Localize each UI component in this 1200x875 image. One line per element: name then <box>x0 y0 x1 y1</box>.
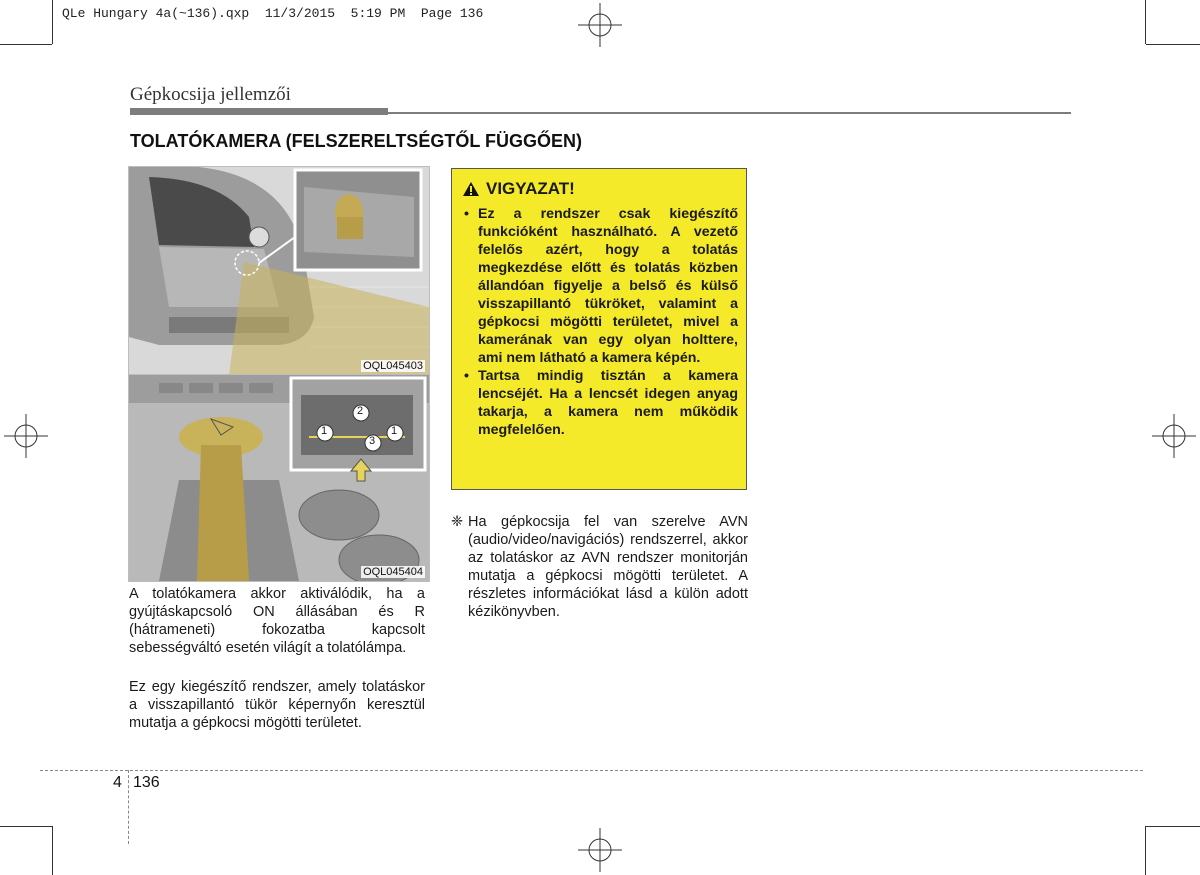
warning-triangle-icon <box>462 181 480 197</box>
warning-box <box>451 168 747 490</box>
warning-item: • Ez a rendszer csak kiegészítő funkcióként használható. A vezető felelős azért, hogy a tolatás megkezdése előtt és tolatás közben állandóan figyelje a belső és külső visszapillantó tükröket, valamint a gépkocsi mögötti területet, mivel a kamerának van egy olyan holttere, ami nem látható a kamera képén. <box>462 205 738 367</box>
warning-item: • Tartsa mindig tisztán a kamera lencséjét. Ha a lencsét idegen anyag takarja, a kamera nem működik megfelelően. <box>462 367 738 439</box>
print-header: QLe Hungary 4a(~136).qxp 11/3/2015 5:19 PM Page 136 <box>62 6 484 21</box>
display-label-2: 2 <box>357 405 364 417</box>
section-title-bar <box>130 108 388 115</box>
crop-mark <box>52 826 53 875</box>
gear-shift-display-illustration <box>129 375 429 581</box>
note-text: Ha gépkocsija fel van szerelve AVN (audio/video/navigációs) rendszerrel, akkor az tolatáskor az AVN rendszer monitorján mutatja a gépkocsi mögötti területet. A részletes információkat lásd a külön adott kézikönyvben. <box>468 514 748 620</box>
page-number: 136 <box>133 774 160 791</box>
crop-mark <box>1146 44 1200 45</box>
avn-note <box>451 513 748 621</box>
registration-mark-icon <box>578 3 622 47</box>
footer-divider <box>128 770 129 844</box>
crop-mark <box>0 44 52 45</box>
footer-rule <box>40 770 1143 771</box>
figure-code: OQL045403 <box>363 360 423 372</box>
warning-list <box>462 205 738 439</box>
crop-mark <box>1145 0 1146 44</box>
crop-mark <box>1146 826 1200 827</box>
note-symbol: ❈ <box>451 514 464 530</box>
crop-mark <box>1145 826 1146 875</box>
rear-camera-illustration <box>129 167 429 375</box>
rear-camera-figure <box>128 166 430 376</box>
display-label-1-right: 1 <box>391 425 398 437</box>
crop-mark <box>0 826 52 827</box>
page-heading: TOLATÓKAMERA (FELSZERELTSÉGTŐL FÜGGŐEN) <box>130 131 582 151</box>
section-title-rule <box>388 112 1071 114</box>
body-paragraph: Ez egy kiegészítő rendszer, amely tolatáskor a visszapillantó tükör képernyőn keresztül mutatja a gépkocsi mögötti területet. <box>129 679 425 731</box>
display-label-1-left: 1 <box>321 425 328 437</box>
registration-mark-icon <box>1152 414 1196 458</box>
body-paragraph: A tolatókamera akkor aktiválódik, ha a gyújtáskapcsoló ON állásában és R (hátrameneti) fokozatba kapcsolt sebességváltó esetén világít a tolatólámpa. <box>129 586 425 656</box>
warning-title-text: VIGYAZAT! <box>486 179 575 198</box>
gear-display-figure <box>128 374 430 582</box>
page-chapter: 4 <box>113 774 122 791</box>
warning-title <box>462 179 575 199</box>
registration-mark-icon <box>578 828 622 872</box>
crop-mark <box>52 0 53 44</box>
section-title: Gépkocsija jellemzői <box>130 84 291 105</box>
display-label-3: 3 <box>369 435 376 447</box>
registration-mark-icon <box>4 414 48 458</box>
figure-code: OQL045404 <box>363 566 423 578</box>
